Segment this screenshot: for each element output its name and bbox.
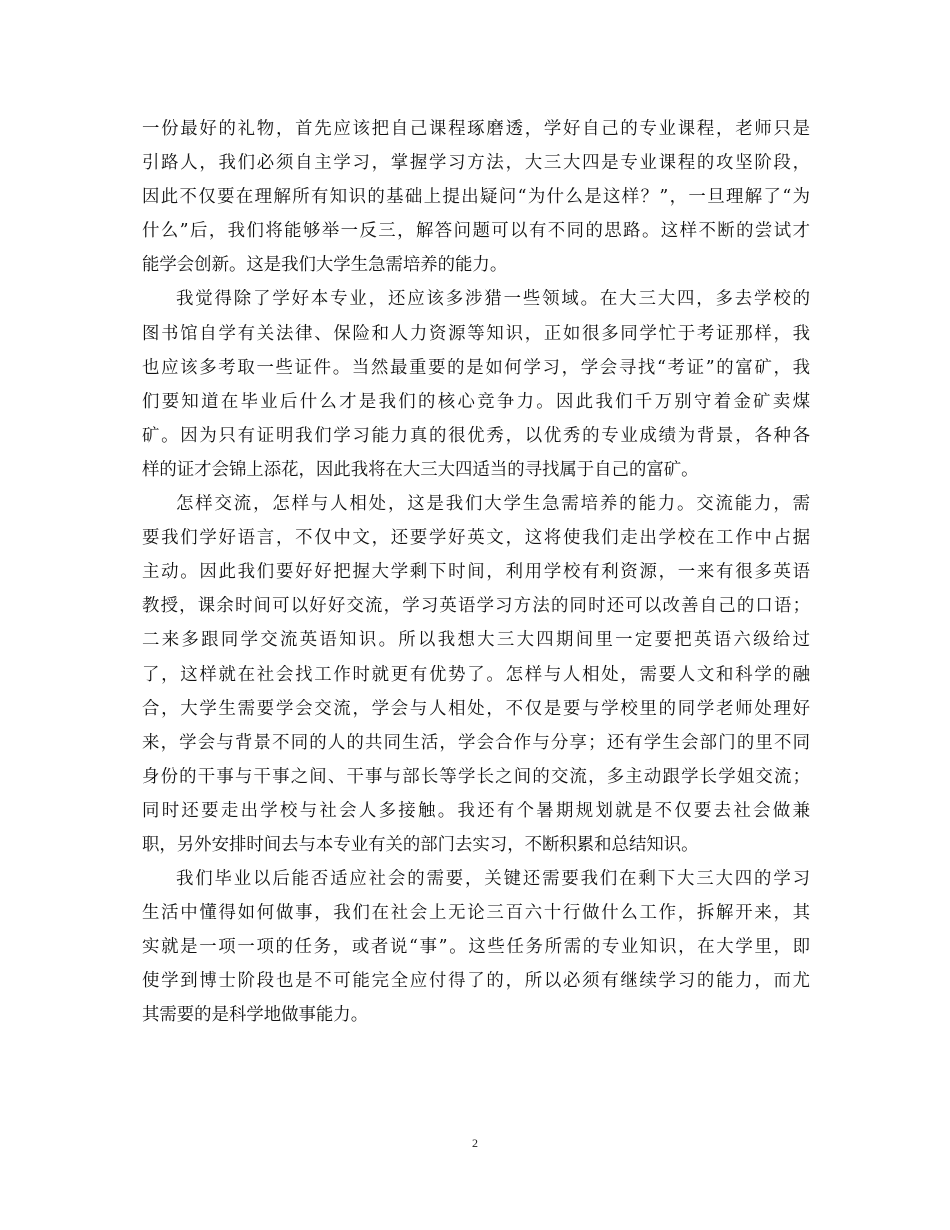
text-line: 因此不仅要在理解所有知识的基础上提出疑问“为什么是这样？”，一旦理解了“为: [142, 187, 810, 208]
text-line: 什么”后，我们将能够举一反三，解答问题可以有不同的思路。这样不断的尝试才: [142, 221, 810, 242]
text-line: 也应该多考取一些证件。当然最重要的是如何学习，学会寻找“考证”的富矿，我: [142, 357, 810, 378]
text-line: 合，大学生需要学会交流，学会与人相处，不仅是要与学校里的同学老师处理好: [142, 698, 810, 719]
paragraph: [142, 112, 810, 282]
text-line: 实就是一项一项的任务，或者说“事”。这些任务所需的专业知识，在大学里，即: [142, 937, 810, 958]
text-line: 生活中懂得如何做事，我们在社会上无论三百六十行做什么工作，拆解开来，其: [142, 903, 810, 924]
text-line: 使学到博士阶段也是不可能完全应付得了的，所以必须有继续学习的能力，而尤: [142, 971, 810, 992]
page-number: 2: [472, 1136, 478, 1150]
paragraph: [142, 862, 810, 1032]
text-line: 我们毕业以后能否适应社会的需要，关键还需要我们在剩下大三大四的学习: [176, 869, 810, 890]
text-line: 图书馆自学有关法律、保险和人力资源等知识，正如很多同学忙于考证那样，我: [142, 323, 810, 344]
text-line: 一份最好的礼物，首先应该把自己课程琢磨透，学好自己的专业课程，老师只是: [142, 119, 810, 139]
text-line: 同时还要走出学校与社会人多接触。我还有个暑期规划就是不仅要去社会做兼: [142, 800, 810, 821]
text-line: 教授，课余时间可以好好交流，学习英语学习方法的同时还可以改善自己的口语；: [142, 596, 810, 617]
text-line: 要我们学好语言，不仅中文，还要学好英文，这将使我们走出学校在工作中占据: [142, 528, 810, 549]
text-line: 来，学会与背景不同的人的共同生活，学会合作与分享；还有学生会部门的里不同: [142, 732, 810, 753]
paragraph: [142, 487, 810, 862]
text-line: 职，另外安排时间去与本专业有关的部门去实习，不断积累和总结知识。: [142, 834, 699, 855]
body-text: [142, 112, 810, 1033]
text-line: 怎样交流，怎样与人相处，这是我们大学生急需培养的能力。交流能力，需: [176, 494, 810, 515]
text-line: 矿。因为只有证明我们学习能力真的很优秀，以优秀的专业成绩为背景，各种各: [142, 425, 810, 446]
text-line: 们要知道在毕业后什么才是我们的核心竞争力。因此我们千万别守着金矿卖煤: [142, 391, 810, 412]
text-line: 能学会创新。这是我们大学生急需培养的能力。: [142, 255, 508, 276]
text-line: 样的证才会锦上添花，因此我将在大三大四适当的寻找属于自己的富矿。: [142, 459, 699, 480]
text-line: 我觉得除了学好本专业，还应该多涉猎一些领域。在大三大四，多去学校的: [176, 289, 810, 310]
paragraph: [142, 282, 810, 487]
text-line: 主动。因此我们要好好把握大学剩下时间，利用学校有利资源，一来有很多英语: [142, 562, 810, 583]
text-line: 二来多跟同学交流英语知识。所以我想大三大四期间里一定要把英语六级给过: [142, 630, 810, 651]
text-line: 身份的干事与干事之间、干事与部长等学长之间的交流，多主动跟学长学姐交流；: [142, 766, 810, 787]
text-line: 其需要的是科学地做事能力。: [142, 1005, 369, 1026]
text-line: 了，这样就在社会找工作时就更有优势了。怎样与人相处，需要人文和科学的融: [142, 664, 810, 685]
text-line: 引路人，我们必须自主学习，掌握学习方法，大三大四是专业课程的攻坚阶段，: [142, 153, 810, 174]
